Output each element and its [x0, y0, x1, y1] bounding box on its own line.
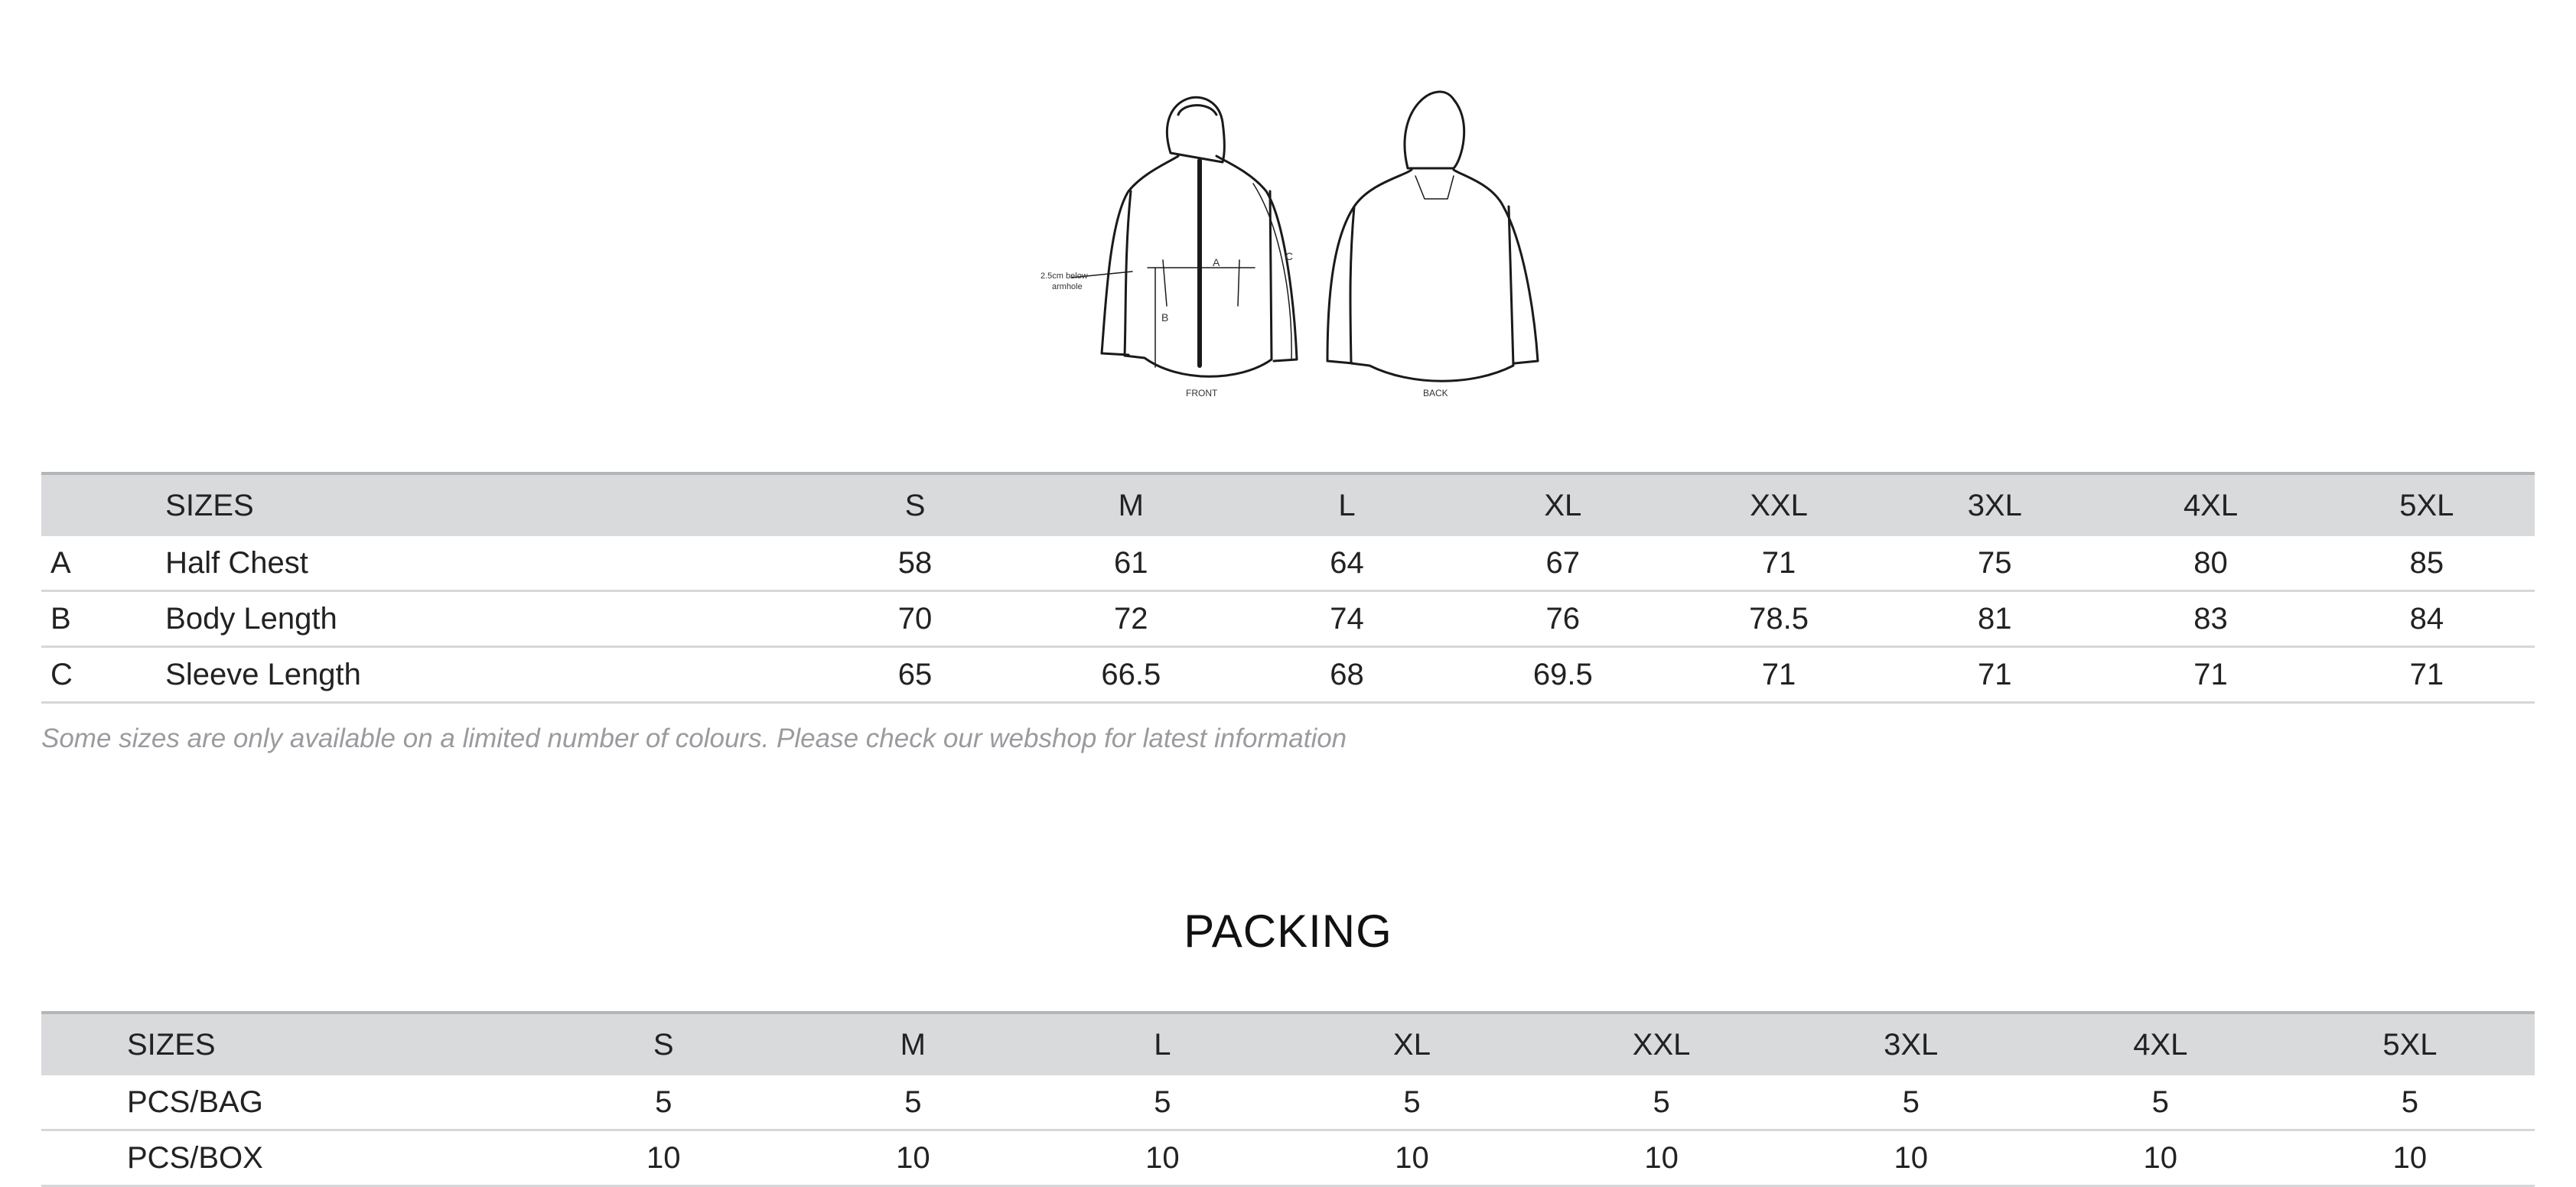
table-row: [41, 591, 2535, 647]
front-jacket-drawing: [1071, 97, 1297, 376]
table-cell: SIZES: [41, 1013, 539, 1075]
table-cell: 3XL: [1786, 1013, 2036, 1075]
table-cell: 67: [1455, 536, 1671, 591]
packing-table: [41, 1011, 2535, 1187]
table-cell: 84: [2319, 591, 2535, 647]
table-cell: 10: [1287, 1130, 1536, 1186]
table-cell: PCS/BAG: [41, 1075, 539, 1130]
table-header-row: [41, 473, 2535, 536]
table-cell: 10: [2285, 1130, 2535, 1186]
table-cell: 71: [2319, 647, 2535, 703]
table-cell: S: [807, 473, 1023, 536]
table-header-row: [41, 1013, 2535, 1075]
table-cell: 66.5: [1023, 647, 1239, 703]
table-cell: 5: [1287, 1075, 1536, 1130]
table-row: [41, 536, 2535, 591]
table-cell: C: [41, 647, 165, 703]
table-cell: 10: [1037, 1130, 1287, 1186]
table-cell: 85: [2319, 536, 2535, 591]
table-cell: L: [1239, 473, 1454, 536]
annotation-text: armhole: [1052, 282, 1083, 291]
table-cell: 70: [807, 591, 1023, 647]
back-jacket-drawing: [1327, 92, 1538, 381]
table-cell: 5XL: [2285, 1013, 2535, 1075]
table-cell: 68: [1239, 647, 1454, 703]
table-cell: 69.5: [1455, 647, 1671, 703]
table-cell: 3XL: [1887, 473, 2102, 536]
table-cell: 80: [2102, 536, 2318, 591]
table-cell: 72: [1023, 591, 1239, 647]
table-row: [41, 647, 2535, 703]
front-label: FRONT: [1186, 388, 1218, 398]
packing-title: PACKING: [1184, 906, 1392, 957]
table-cell: 78.5: [1671, 591, 1887, 647]
annotation-text: 2.5cm below: [1040, 272, 1088, 281]
table-cell: 58: [807, 536, 1023, 591]
table-cell: 75: [1887, 536, 2102, 591]
table-cell: 5: [2285, 1075, 2535, 1130]
marker-c: C: [1285, 250, 1294, 262]
table-cell: Sleeve Length: [165, 647, 807, 703]
table-cell: 10: [2036, 1130, 2285, 1186]
table-cell: 10: [788, 1130, 1037, 1186]
table-cell: XXL: [1537, 1013, 1786, 1075]
marker-b: B: [1161, 311, 1169, 324]
table-cell: 64: [1239, 536, 1454, 591]
table-cell: PCS/BOX: [41, 1130, 539, 1186]
table-cell: 65: [807, 647, 1023, 703]
table-cell: 71: [1671, 647, 1887, 703]
table-cell: L: [1037, 1013, 1287, 1075]
marker-a: A: [1213, 256, 1220, 268]
table-cell: B: [41, 591, 165, 647]
table-cell: 10: [539, 1130, 788, 1186]
table-cell: M: [1023, 473, 1239, 536]
table-cell: S: [539, 1013, 788, 1075]
back-label: BACK: [1423, 388, 1448, 398]
table-cell: 5: [1037, 1075, 1287, 1130]
table-cell: SIZES: [165, 473, 807, 536]
availability-note: Some sizes are only available on a limited number of colours. Please check our webshop for latest information: [41, 724, 1347, 753]
table-cell: 74: [1239, 591, 1454, 647]
table-cell: 5XL: [2319, 473, 2535, 536]
table-cell: 81: [1887, 591, 2102, 647]
table-cell: 10: [1786, 1130, 2036, 1186]
table-cell: 5: [788, 1075, 1037, 1130]
table-cell: 5: [539, 1075, 788, 1130]
garment-illustration: [995, 76, 1545, 405]
table-cell: XXL: [1671, 473, 1887, 536]
table-cell: 5: [1537, 1075, 1786, 1130]
packing-body: [41, 1013, 2535, 1186]
table-cell: 71: [2102, 647, 2318, 703]
size-chart-table: [41, 472, 2535, 704]
table-cell: 71: [1887, 647, 2102, 703]
table-cell: 4XL: [2102, 473, 2318, 536]
table-cell: 61: [1023, 536, 1239, 591]
table-cell: 83: [2102, 591, 2318, 647]
table-row: [41, 1130, 2535, 1186]
table-cell: XL: [1287, 1013, 1536, 1075]
table-cell: Body Length: [165, 591, 807, 647]
table-cell: 10: [1537, 1130, 1786, 1186]
table-cell: M: [788, 1013, 1037, 1075]
table-cell: XL: [1455, 473, 1671, 536]
size-chart-body: [41, 473, 2535, 703]
table-cell: 76: [1455, 591, 1671, 647]
table-cell: Half Chest: [165, 536, 807, 591]
table-cell: 5: [2036, 1075, 2285, 1130]
table-cell: 71: [1671, 536, 1887, 591]
table-row: [41, 1075, 2535, 1130]
table-cell: A: [41, 536, 165, 591]
table-cell: 4XL: [2036, 1013, 2285, 1075]
table-cell: 5: [1786, 1075, 2036, 1130]
table-cell: [41, 473, 165, 536]
